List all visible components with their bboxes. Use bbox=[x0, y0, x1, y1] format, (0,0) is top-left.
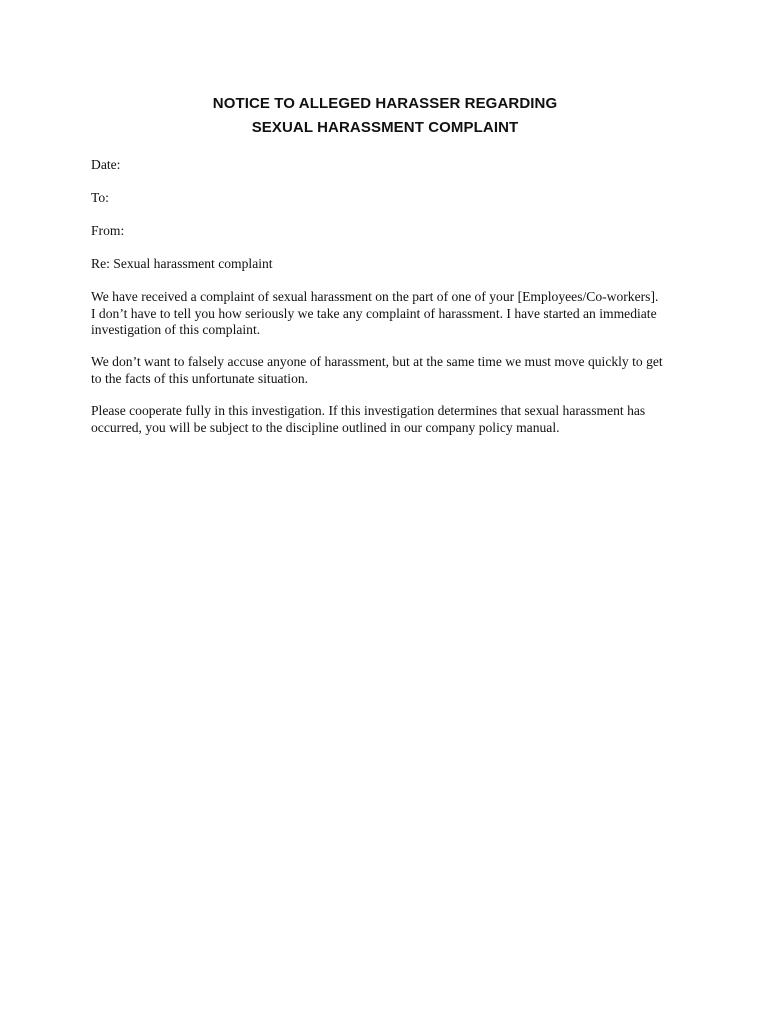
paragraph-line: occurred, you will be subject to the discipline outlined in our company policy manual. bbox=[91, 419, 560, 435]
paragraph-line: I don’t have to tell you how seriously we take any complaint of harassment. I have started an immediate bbox=[91, 305, 657, 321]
paragraph-line: We have received a complaint of sexual harassment on the part of one of your [Employees/Co-workers]. bbox=[91, 289, 659, 304]
subject-line: Re: Sexual harassment complaint bbox=[91, 256, 273, 271]
paragraph-line: We don’t want to falsely accuse anyone of harassment, but at the same time we must move quickly to get bbox=[91, 354, 663, 369]
document-title-line-2: SEXUAL HARASSMENT COMPLAINT bbox=[251, 119, 519, 136]
to-field-label: To: bbox=[91, 190, 109, 205]
date-field-label: Date: bbox=[91, 157, 121, 172]
paragraph-line: to the facts of this unfortunate situation. bbox=[91, 370, 309, 386]
from-field-label: From: bbox=[91, 223, 125, 238]
paragraph-line: investigation of this complaint. bbox=[91, 322, 261, 337]
document-title-line-1: NOTICE TO ALLEGED HARASSER REGARDING bbox=[212, 95, 558, 112]
paragraph-complaint-received bbox=[91, 289, 691, 339]
paragraph-cooperate bbox=[91, 403, 691, 436]
paragraph-line: Please cooperate fully in this investigation. If this investigation determines that sexual harassment has bbox=[91, 403, 646, 418]
paragraph-no-false-accusation bbox=[91, 354, 691, 387]
